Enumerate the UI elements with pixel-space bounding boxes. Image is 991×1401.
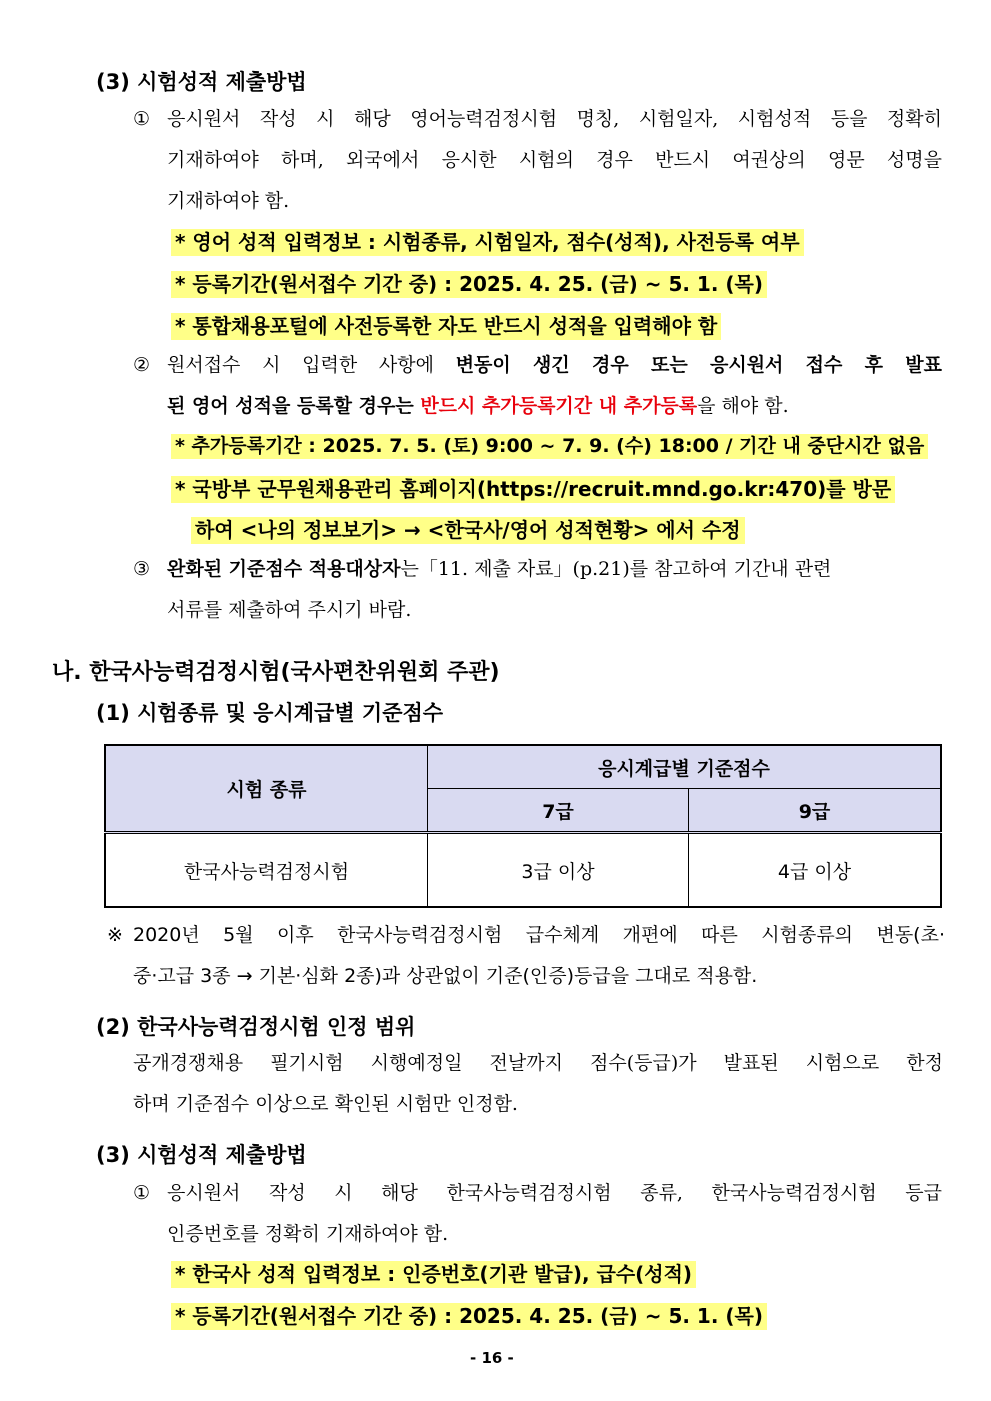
- table-cell-grade7-score: 3급 이상: [428, 833, 689, 908]
- scope-line1: 공개경쟁채용 필기시험 시행예정일 전날까지 점수(등급)가 발표된 시험으로 한정: [133, 1052, 943, 1074]
- table-header-grade7: 7급: [428, 789, 689, 833]
- note-history-registration-period: * 등록기간(원서접수 기간 중) : 2025. 4. 25. (금) ~ 5. 1. (목): [171, 1303, 767, 1330]
- history-item-marker-1: ①: [133, 1182, 151, 1204]
- note-registration-period: * 등록기간(원서접수 기간 중) : 2025. 4. 25. (금) ~ 5. 1. (목): [171, 271, 767, 298]
- sub-heading-recognition-scope: (2) 한국사능력검정시험 인정 범위: [96, 1015, 416, 1039]
- sub-heading-history-submission: (3) 시험성적 제출방법: [96, 1143, 307, 1167]
- item2-line2-red: 반드시 추가등록기간 내 추가등록: [420, 395, 698, 417]
- standard-score-table: [104, 744, 942, 908]
- history-item1-line2: 인증번호를 정확히 기재하여야 함.: [167, 1223, 449, 1245]
- page-number: - 16 -: [470, 1349, 514, 1367]
- item-marker-2: ②: [133, 354, 151, 376]
- item3-line1: [167, 549, 831, 590]
- history-item1-line1: 응시원서 작성 시 해당 한국사능력검정시험 종류, 한국사능력검정시험 등급: [167, 1182, 942, 1204]
- item-marker-1: ①: [133, 108, 151, 130]
- item2-line1-plain: 원서접수 시 입력한 사항에: [167, 354, 456, 376]
- sub-heading-standard-scores: (1) 시험종류 및 응시계급별 기준점수: [96, 701, 444, 725]
- item2-line1-bold: 변동이 생긴 경우 또는 응시원서 접수 후 발표: [455, 354, 942, 376]
- item1-line3: 기재하여야 함.: [167, 190, 290, 212]
- table-cell-exam-name: 한국사능력검정시험: [105, 833, 428, 908]
- note-history-input-info: * 한국사 성적 입력정보 : 인증번호(기관 발급), 급수(성적): [171, 1261, 696, 1288]
- table-cell-grade9-score: 4급 이상: [689, 833, 942, 908]
- item3-line1-bold: 완화된 기준점수 적용대상자: [167, 558, 401, 580]
- item2-line2-plain: 을 해야 함.: [697, 395, 789, 417]
- section-heading-korean-history: 나. 한국사능력검정시험(국사편찬위원회 주관): [52, 660, 500, 685]
- table-header-grade-group: 응시계급별 기준점수: [428, 745, 942, 789]
- section-heading-score-submission: (3) 시험성적 제출방법: [96, 70, 307, 94]
- note-mnd-homepage-line1: * 국방부 군무원채용관리 홈페이지(https://recruit.mnd.go.kr:470)를 방문: [171, 476, 895, 503]
- scope-line2: 하며 기준점수 이상으로 확인된 시험만 인정함.: [133, 1093, 518, 1115]
- item2-line1: [167, 345, 942, 386]
- remark-marker: ※: [107, 924, 123, 946]
- remark-line1: 2020년 5월 이후 한국사능력검정시험 급수체계 개편에 따른 시험종류의 변동(초·: [133, 924, 945, 946]
- note-preregistered: * 통합채용포털에 사전등록한 자도 반드시 성적을 입력해야 함: [171, 313, 721, 340]
- table-header-exam-type: 시험 종류: [105, 745, 428, 833]
- remark-line2: 중·고급 3종 → 기본·심화 2종)과 상관없이 기준(인증)등급을 그대로 적용함.: [133, 965, 758, 987]
- item-marker-3: ③: [133, 558, 151, 580]
- item1-line1: 응시원서 작성 시 해당 영어능력검정시험 명칭, 시험일자, 시험성적 등을 정확히: [167, 108, 942, 130]
- note-additional-period: * 추가등록기간 : 2025. 7. 5. (토) 9:00 ~ 7. 9. (수) 18:00 / 기간 내 중단시간 없음: [171, 434, 928, 459]
- item3-line1-plain: 는「11. 제출 자료」(p.21)를 참고하여 기간내 관련: [400, 558, 832, 580]
- item3-line2: 서류를 제출하여 주시기 바람.: [167, 599, 412, 621]
- item2-line2-bold: 된 영어 성적을 등록할 경우는: [167, 395, 421, 417]
- note-english-input-info: * 영어 성적 입력정보 : 시험종류, 시험일자, 점수(성적), 사전등록 여부: [171, 229, 804, 256]
- item1-line2: 기재하여야 하며, 외국에서 응시한 시험의 경우 반드시 여권상의 영문 성명을: [167, 149, 942, 171]
- table-header-grade9: 9급: [689, 789, 942, 833]
- note-mnd-homepage-line2: 하여 <나의 정보보기> → <한국사/영어 성적현황> 에서 수정: [191, 517, 745, 544]
- item2-line2: [167, 386, 789, 427]
